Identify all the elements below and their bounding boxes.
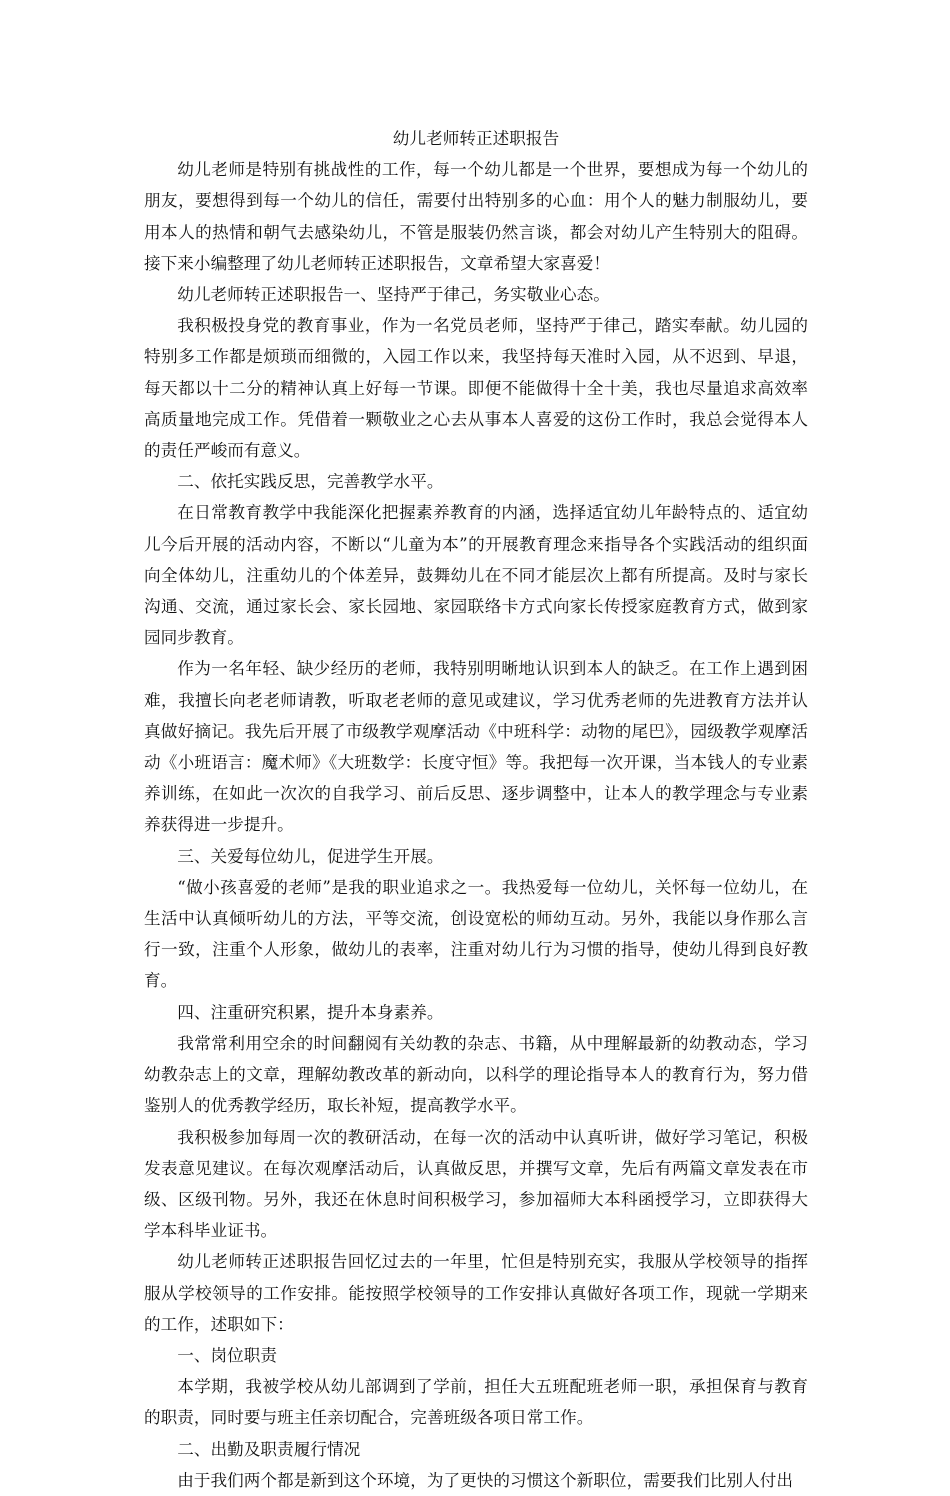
paragraph-teaching-practice: 在日常教育教学中我能深化把握素养教育的内涵，选择适宜幼儿年龄特点的、适宜幼儿今后开展的活动内容，不断以“儿童为本”的开展教育理念来指导各个实践活动的组织面向全体幼儿，注重幼儿的个体差异，鼓舞幼儿在不同才能层次上都有所提高。及时与家长沟通、交流，通过家长会、家长园地、家园联络卡方式向家长传授家庭教育方式，做到家园同步教育。 bbox=[144, 503, 808, 648]
paragraph-section-one-heading: 幼儿老师转正述职报告一、坚持严于律己，务实敬业心态。 bbox=[177, 285, 610, 305]
paragraph-intro: 幼儿老师是特别有挑战性的工作，每一个幼儿都是一个世界，要想成为每一个幼儿的朋友，要想得到每一个幼儿的信任，需要付出特别多的心血：用个人的魅力制服幼儿，要用本人的热情和朝气去感染幼儿，不管是服装仍然言谈，都会对幼儿产生特别大的阻碍。接下来小编整理了幼儿老师转正述职报告，文章希望大家喜爱！ bbox=[144, 160, 808, 273]
paragraph-job-duty: 本学期，我被学校从幼儿部调到了学前，担任大五班配班老师一职，承担保育与教育的职责，同时要与班主任亲切配合，完善班级各项日常工作。 bbox=[144, 1377, 808, 1428]
paragraph-attendance-heading: 二、出勤及职责履行情况 bbox=[177, 1439, 361, 1459]
paragraph-attendance: 由于我们两个都是新到这个环境，为了更快的习惯这个新职位，需要我们比别人付出 bbox=[177, 1470, 794, 1490]
paragraph-second-report-intro: 幼儿老师转正述职报告回忆过去的一年里，忙但是特别充实，我服从学校领导的指挥服从学校领导的工作安排。能按照学校领导的工作安排认真做好各项工作，现就一学期来的工作，述职如下： bbox=[144, 1252, 808, 1334]
paragraph-dedication: 我积极投身党的教育事业，作为一名党员老师，坚持严于律己，踏实奉献。幼儿园的特别多工作都是烦琐而细微的，入园工作以来，我坚持每天准时入园，从不迟到、早退，每天都以十二分的精神认真上好每一节课。即便不能做得十全十美，我也尽量追求高效率高质量地完成工作。凭借着一颗敬业之心去从事本人喜爱的这份工作时，我总会觉得本人的责任严峻而有意义。 bbox=[144, 316, 808, 461]
document-page bbox=[144, 123, 808, 1496]
document-title: 幼儿老师转正述职报告 bbox=[392, 129, 560, 148]
paragraph-study-reading: 我常常利用空余的时间翻阅有关幼教的杂志、书籍，从中理解最新的幼教动态，学习幼教杂志上的文章，理解幼教改革的新动向，以科学的理论指导本人的教育行为，努力借鉴别人的优秀教学经历，取长补短，提高教学水平。 bbox=[144, 1033, 808, 1116]
paragraph-research-activities: 我积极参加每周一次的教研活动，在每一次的活动中认真听讲，做好学习笔记，积极发表意见建议。在每次观摩活动后，认真做反思，并撰写文章，先后有两篇文章发表在市级、区级刊物。另外，我还在休息时间积极学习，参加福师大本科函授学习，立即获得大学本科毕业证书。 bbox=[144, 1127, 808, 1241]
paragraph-section-four-heading: 四、注重研究积累，提升本身素养。 bbox=[177, 1002, 444, 1022]
paragraph-caring-children: “做小孩喜爱的老师”是我的职业追求之一。我热爱每一位幼儿，关怀每一位幼儿，在生活中认真倾听幼儿的方法，平等交流，创设宽松的师幼互动。另外，我能以身作那么言行一致，注重个人形象，做幼儿的表率，注重对幼儿行为习惯的指导，使幼儿得到良好教育。 bbox=[144, 877, 808, 991]
paragraph-job-duty-heading: 一、岗位职责 bbox=[177, 1345, 278, 1365]
paragraph-section-two-heading: 二、依托实践反思，完善教学水平。 bbox=[177, 472, 444, 492]
paragraph-section-three-heading: 三、关爱每位幼儿，促进学生开展。 bbox=[177, 846, 444, 866]
paragraph-self-improvement: 作为一名年轻、缺少经历的老师，我特别明晰地认识到本人的缺乏。在工作上遇到困难，我擅长向老老师请教，听取老老师的意见或建议，学习优秀老师的先进教育方法并认真做好摘记。我先后开展了市级教学观摩活动《中班科学：动物的尾巴》，园级教学观摩活动《小班语言：魔术师》《大班数学：长度守恒》等。我把每一次开课，当本钱人的专业素养训练，在如此一次次的自我学习、前后反思、逐步调整中，让本人的教学理念与专业素养获得进一步提升。 bbox=[144, 659, 808, 835]
